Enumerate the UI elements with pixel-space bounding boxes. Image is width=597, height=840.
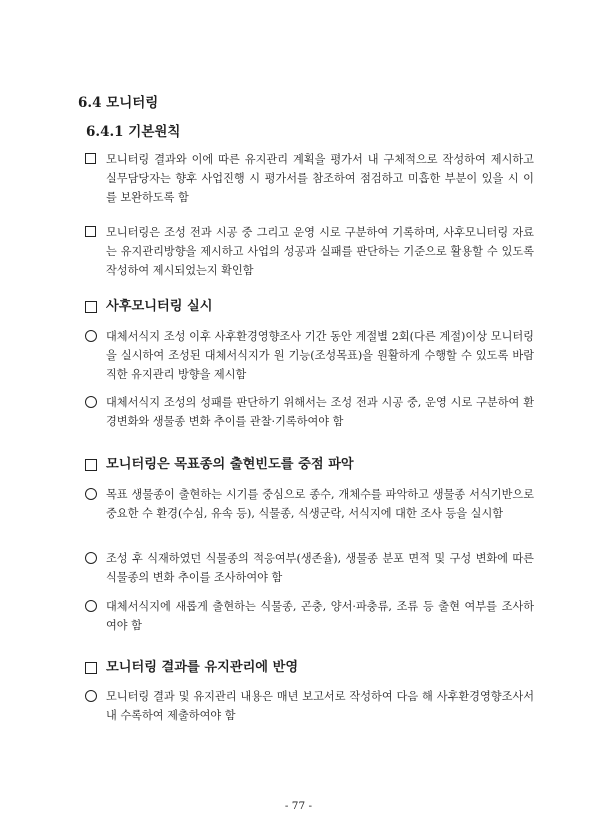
section-post-monitoring (84, 297, 534, 317)
principle-2 (84, 223, 534, 280)
square-bullet-icon (85, 662, 97, 674)
page-number: - 77 - (284, 800, 313, 812)
square-bullet-icon (85, 301, 97, 313)
circle-bullet-icon (85, 488, 97, 500)
circle-bullet-icon (85, 396, 97, 408)
square-bullet-icon (85, 226, 96, 237)
circle-bullet-icon (85, 552, 97, 564)
circle-bullet-icon (85, 330, 97, 342)
list-item: 대체서식지 조성의 성패를 판단하기 위해서는 조성 전과 시공 중, 운영 시로 구분하여 환경변화와 생물종 변화 추이를 관찰·기록하여야 함 (84, 393, 534, 431)
section-maintenance (84, 658, 534, 678)
section-title: 6.4 모니터링 (78, 95, 159, 111)
section-target-species (84, 455, 534, 475)
circle-bullet-icon (85, 600, 97, 612)
square-bullet-icon (85, 459, 97, 471)
list-item: 대체서식지 조성 이후 사후환경영향조사 기간 동안 계절별 2회(다른 계절)이상 모니터링을 실시하여 조성된 대체서식지가 원 기능(조성목표)을 원활하게 수행할 수 있도록 바람직한 유지관리 방향을 제시함 (84, 327, 534, 384)
list-item: 모니터링 결과 및 유지관리 내용은 매년 보고서로 작성하여 다음 해 사후환경영향조사서 내 수록하여 제출하여야 함 (84, 687, 534, 725)
list-item: 목표 생물종이 출현하는 시기를 중심으로 종수, 개체수를 파악하고 생물종 서식기반으로 중요한 수 환경(수심, 유속 등), 식물종, 식생군락, 서식지에 대한 조사 등을 실시함 (84, 485, 534, 523)
principle-text: 모니터링 결과와 이에 따른 유지관리 계획을 평가서 내 구체적으로 작성하여 제시하고 실무담당자는 향후 사업진행 시 평가서를 참조하여 점검하고 미흡한 부분이 있을 시 이를 보완하도록 함 (106, 153, 534, 204)
list-item: 대체서식지에 새롭게 출현하는 식물종, 곤충, 양서·파충류, 조류 등 출현 여부를 조사하여야 함 (84, 597, 534, 635)
section-heading: 모니터링은 목표종의 출현빈도를 중점 파악 (84, 455, 534, 475)
subsection-title: 6.4.1 기본원칙 (86, 124, 181, 140)
list-item: 조성 후 식재하였던 식물종의 적응여부(생존율), 생물종 분포 면적 및 구성 변화에 따른 식물종의 변화 추이를 조사하여야 함 (84, 549, 534, 587)
square-bullet-icon (85, 153, 96, 164)
principle-text: 모니터링은 조성 전과 시공 중 그리고 운영 시로 구분하여 기록하며, 사후모니터링 자료는 유지관리방향을 제시하고 사업의 성공과 실패를 판단하는 기준으로 활용할 수 있도록 작성하여 제시되었는지 확인함 (106, 226, 534, 277)
section-heading: 모니터링 결과를 유지관리에 반영 (84, 658, 534, 678)
principle-1 (84, 150, 534, 207)
circle-bullet-icon (85, 690, 97, 702)
section-heading: 사후모니터링 실시 (84, 297, 534, 317)
